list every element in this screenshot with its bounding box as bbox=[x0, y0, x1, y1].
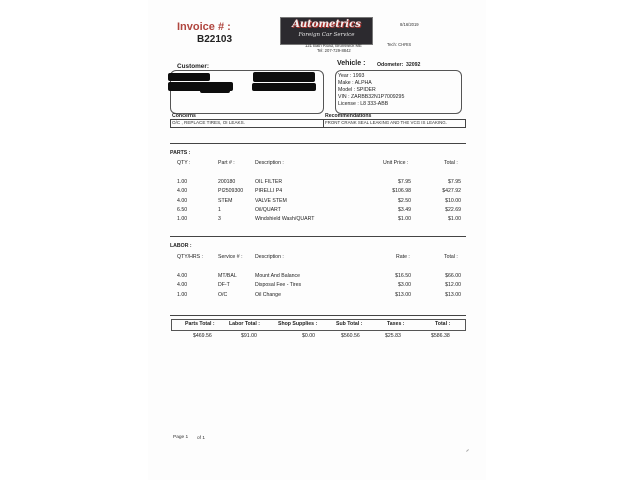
vehicle-vin: VIN : ZARBB32N1P7009295 bbox=[338, 94, 405, 100]
cell-rate: $3.00 bbox=[398, 282, 411, 288]
shop-logo bbox=[280, 17, 373, 45]
cell-total: $12.00 bbox=[445, 282, 461, 288]
cell-part: PI2509300 bbox=[218, 188, 244, 194]
invoice-date: 8/16/2019 bbox=[400, 22, 419, 27]
cell-qty: 4.00 bbox=[177, 273, 188, 279]
page-number: Page 1 bbox=[173, 435, 189, 440]
cell-description: OIL FILTER bbox=[255, 179, 283, 185]
vehicle-year: Year : 1993 bbox=[338, 73, 365, 79]
parts-header-part: Part # : bbox=[218, 160, 235, 166]
cell-part: STEM bbox=[218, 198, 233, 204]
cell-service: O/C bbox=[218, 292, 228, 298]
totals-header-shop-supplies: Shop Supplies : bbox=[278, 321, 318, 327]
totals-header-box bbox=[171, 319, 466, 331]
cell-total: $7.95 bbox=[448, 179, 461, 185]
cell-total: $1.00 bbox=[448, 216, 461, 222]
cell-qty: 1.00 bbox=[177, 292, 188, 298]
divider bbox=[170, 315, 466, 316]
concerns-text: O/C , REPLACE TIRES, OI LEAKS. bbox=[172, 120, 245, 125]
parts-header-description: Description : bbox=[255, 160, 284, 166]
taxes-value: $25.83 bbox=[385, 333, 401, 339]
shop-address: 121 Bath Road, Brunswick ME bbox=[305, 43, 362, 48]
cell-total: $427.92 bbox=[442, 188, 461, 194]
cell-rate: $16.50 bbox=[395, 273, 411, 279]
cell-description: VALVE STEM bbox=[255, 198, 287, 204]
parts-total-value: $469.56 bbox=[193, 333, 212, 339]
cell-service: DF-T bbox=[218, 282, 230, 288]
cell-total: $10.00 bbox=[445, 198, 461, 204]
redacted-block bbox=[168, 73, 210, 81]
recommendations-label: Recommendations bbox=[325, 113, 372, 119]
labor-header-service: Service # : bbox=[218, 254, 243, 260]
cell-total: $22.69 bbox=[445, 207, 461, 213]
cell-part: 1 bbox=[218, 207, 221, 213]
divider bbox=[170, 236, 466, 237]
cell-qty: 6.50 bbox=[177, 207, 188, 213]
cell-description: Mount And Balance bbox=[255, 273, 300, 279]
divider bbox=[170, 143, 466, 144]
labor-label: LABOR : bbox=[170, 243, 192, 249]
concerns-label: Concerns bbox=[172, 113, 196, 119]
labor-header-rate: Rate : bbox=[396, 254, 410, 260]
cell-qty: 4.00 bbox=[177, 198, 188, 204]
parts-label: PARTS : bbox=[170, 150, 191, 156]
cell-unit-price: $1.00 bbox=[398, 216, 411, 222]
odometer-label: Odometer: bbox=[377, 62, 404, 68]
cell-total: $13.00 bbox=[445, 292, 461, 298]
shop-supplies-value: $0.00 bbox=[302, 333, 315, 339]
cell-qty: 4.00 bbox=[177, 282, 188, 288]
cell-total: $66.00 bbox=[445, 273, 461, 279]
page-count: of 1 bbox=[197, 436, 206, 441]
vehicle-label: Vehicle : bbox=[337, 60, 366, 67]
redacted-block bbox=[200, 86, 230, 93]
logo-sub-text: Foreign Car Service bbox=[298, 32, 355, 38]
cell-qty: 1.00 bbox=[177, 216, 188, 222]
cell-description: PIRELLI P4 bbox=[255, 188, 283, 194]
invoice-label: Invoice # : bbox=[177, 21, 231, 33]
redacted-block bbox=[253, 72, 315, 82]
logo-main-text: Autometrics bbox=[292, 19, 361, 30]
tech-name: Tech: CHRIS bbox=[387, 42, 412, 47]
cell-qty: 4.00 bbox=[177, 188, 188, 194]
cell-rate: $13.00 bbox=[395, 292, 411, 298]
cell-unit-price: $3.49 bbox=[398, 207, 411, 213]
parts-header-total: Total : bbox=[444, 160, 458, 166]
cell-qty: 1.00 bbox=[177, 179, 188, 185]
totals-header-total: Total : bbox=[435, 321, 451, 327]
invoice-number: B22103 bbox=[197, 34, 233, 45]
odometer-value: 32092 bbox=[406, 62, 421, 68]
vehicle-make: Make : ALPHA bbox=[338, 80, 372, 86]
totals-header-subtotal: Sub Total : bbox=[336, 321, 363, 327]
customer-label: Customer: bbox=[177, 63, 209, 70]
cell-unit-price: $2.50 bbox=[398, 198, 411, 204]
vehicle-license: License : L8 333-ABB bbox=[338, 101, 389, 107]
labor-header-description: Description : bbox=[255, 254, 284, 260]
totals-header-labor: Labor Total : bbox=[229, 321, 261, 327]
cell-unit-price: $7.95 bbox=[398, 179, 411, 185]
cell-description: Oil Change bbox=[255, 292, 281, 298]
cell-description: Oil/QUART bbox=[255, 207, 281, 213]
totals-header-taxes: Taxes : bbox=[387, 321, 405, 327]
labor-total-value: $91.00 bbox=[241, 333, 257, 339]
labor-header-total: Total : bbox=[444, 254, 458, 260]
recommendations-text: FRONT CRANK SEAL LEAKING AND THE VCG IS LEAKING. bbox=[325, 120, 447, 125]
cell-unit-price: $106.98 bbox=[392, 188, 411, 194]
totals-header-parts: Parts Total : bbox=[185, 321, 215, 327]
labor-header-qty: QTY/HRS : bbox=[177, 254, 203, 260]
parts-header-qty: QTY : bbox=[177, 160, 191, 166]
redacted-block bbox=[252, 83, 316, 91]
subtotal-value: $560.56 bbox=[341, 333, 360, 339]
cell-description: Disposal Fee - Tires bbox=[255, 282, 302, 288]
cell-part: 3 bbox=[218, 216, 221, 222]
parts-header-unit-price: Unit Price : bbox=[383, 160, 409, 166]
cell-description: Windshield Wash/QUART bbox=[255, 216, 315, 222]
cell-part: 200180 bbox=[218, 179, 236, 185]
grand-total-value: $586.38 bbox=[431, 333, 450, 339]
vehicle-model: Model : SPIDER bbox=[338, 87, 376, 93]
shop-phone: Tel: 207-729-8842 bbox=[317, 48, 351, 53]
cell-service: MT/BAL bbox=[218, 273, 237, 279]
